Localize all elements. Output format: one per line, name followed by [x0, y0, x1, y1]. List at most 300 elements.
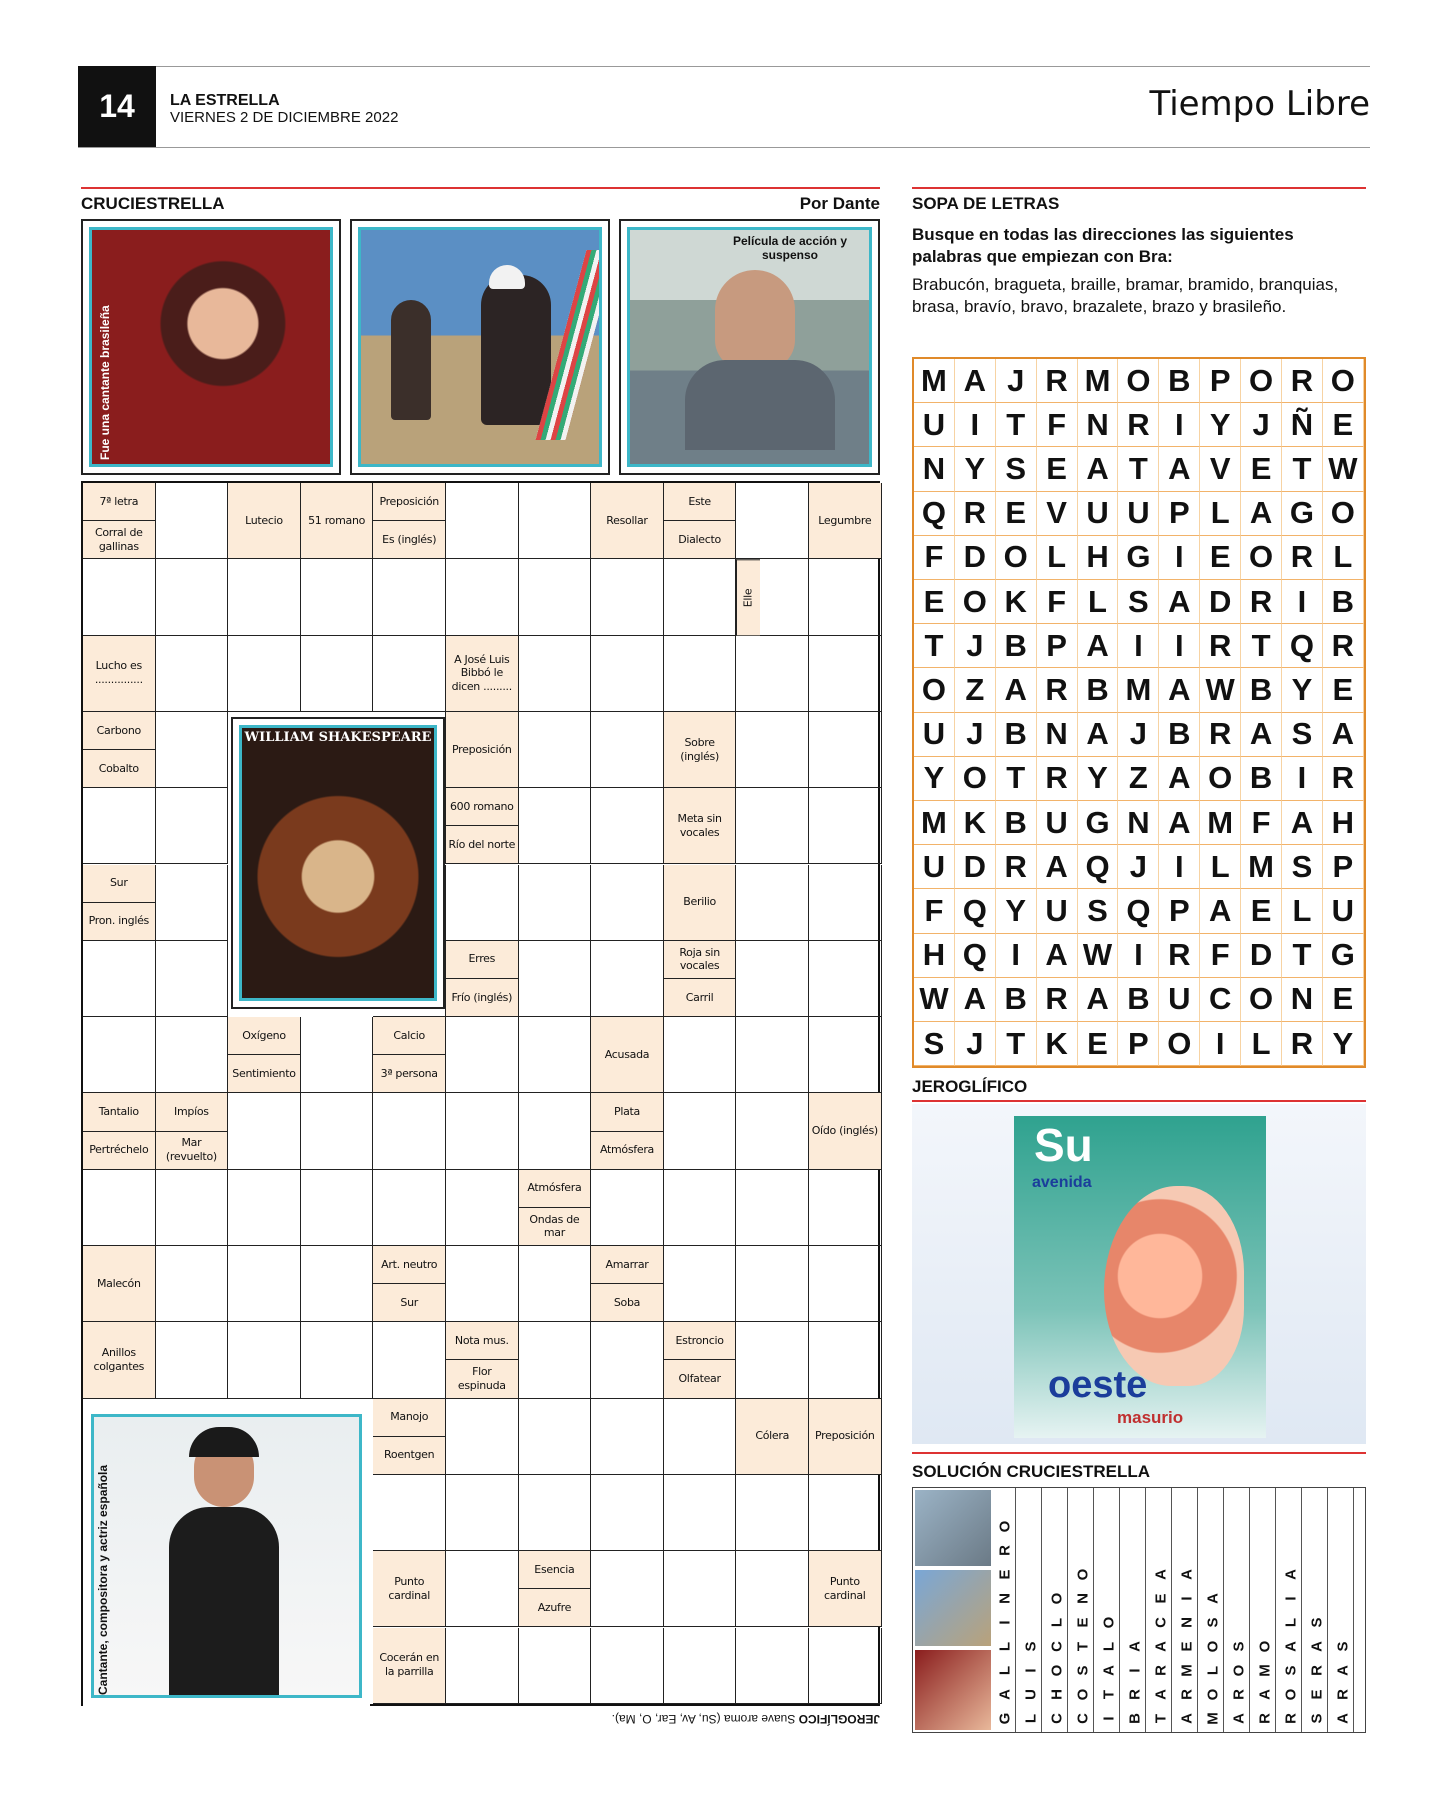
ear-icon [1104, 1186, 1244, 1386]
wordsearch-letter[interactable]: I [1282, 580, 1323, 624]
crossword-cell[interactable] [664, 1399, 737, 1475]
wordsearch-letter[interactable]: Y [914, 757, 955, 801]
crossword-cell[interactable] [809, 1246, 882, 1322]
wordsearch-letter[interactable]: R [1200, 713, 1241, 757]
crossword-cell[interactable] [83, 1017, 156, 1093]
crossword-cell[interactable] [446, 1093, 519, 1169]
wordsearch-letter[interactable]: O [996, 536, 1037, 580]
wordsearch-letter[interactable]: Y [1078, 757, 1119, 801]
wordsearch-letter[interactable]: T [996, 757, 1037, 801]
crossword-cell[interactable] [228, 1246, 301, 1322]
wordsearch-letter[interactable]: N [1118, 801, 1159, 845]
wordsearch-letter[interactable]: O [1159, 1022, 1200, 1066]
wordsearch-letter[interactable]: M [1241, 845, 1282, 889]
crossword-cell[interactable] [519, 865, 592, 941]
solution-letter: A [1230, 1713, 1248, 1724]
solution-letter: A [1178, 1569, 1196, 1580]
solution-column [1021, 1488, 1042, 1732]
solution-letter: A [1204, 1593, 1222, 1604]
wordsearch-letter[interactable]: H [914, 934, 955, 978]
crossword-cell[interactable] [228, 559, 301, 635]
crossword-cell[interactable] [301, 1017, 374, 1093]
wordsearch-letter[interactable]: L [1241, 1022, 1282, 1066]
crossword-cell[interactable] [809, 1628, 882, 1704]
wordsearch-letter[interactable]: A [955, 359, 996, 403]
crossword-cell[interactable] [736, 1093, 809, 1169]
crossword-cell[interactable] [373, 1475, 446, 1551]
crossword-cell[interactable] [591, 559, 664, 635]
wordsearch-letter[interactable]: G [1282, 492, 1323, 536]
wordsearch-letter[interactable]: F [1200, 934, 1241, 978]
crossword-cell[interactable] [736, 1628, 809, 1704]
wordsearch-letter[interactable]: A [1078, 624, 1119, 668]
crossword-cell[interactable] [519, 788, 592, 864]
crossword-cell[interactable] [736, 483, 809, 559]
crossword-cell[interactable] [664, 1170, 737, 1246]
wordsearch-letter[interactable]: I [996, 934, 1037, 978]
crossword-cell[interactable] [519, 483, 592, 559]
crossword-cell[interactable] [301, 1246, 374, 1322]
wordsearch-letter[interactable]: O [955, 757, 996, 801]
wordsearch-letter[interactable]: M [1078, 359, 1119, 403]
crossword-cell[interactable] [156, 788, 229, 864]
wordsearch-letter[interactable]: I [1118, 624, 1159, 668]
crossword-cell[interactable] [446, 483, 519, 559]
wordsearch-letter[interactable]: J [955, 624, 996, 668]
crossword-cell[interactable] [519, 1017, 592, 1093]
wordsearch-letter[interactable]: W [1200, 668, 1241, 712]
crossword-cell[interactable] [519, 559, 592, 635]
wordsearch-letter[interactable]: S [914, 1022, 955, 1066]
wordsearch-letter[interactable]: E [1200, 536, 1241, 580]
wordsearch-letter[interactable]: A [1241, 713, 1282, 757]
wordsearch-letter[interactable]: N [914, 447, 955, 491]
solution-letter: O [1100, 1616, 1118, 1629]
wordsearch-letter[interactable]: P [1159, 889, 1200, 933]
wordsearch-letter[interactable]: F [1037, 403, 1078, 447]
wordsearch-letter[interactable]: J [1118, 845, 1159, 889]
wordsearch-letter[interactable]: T [996, 403, 1037, 447]
wordsearch-letter[interactable]: B [996, 713, 1037, 757]
wordsearch-letter[interactable]: J [955, 713, 996, 757]
wordsearch-letter[interactable]: A [1078, 713, 1119, 757]
wordsearch-letter[interactable]: S [1282, 845, 1323, 889]
wordsearch-letter[interactable]: U [1037, 801, 1078, 845]
wordsearch-letter[interactable]: V [1200, 447, 1241, 491]
wordsearch-letter[interactable]: A [1159, 668, 1200, 712]
wordsearch-letter[interactable]: B [1159, 359, 1200, 403]
crossword-cell[interactable] [591, 1170, 664, 1246]
crossword-cell[interactable] [156, 483, 229, 559]
wordsearch-letter[interactable]: S [1282, 713, 1323, 757]
wordsearch-letter[interactable]: P [1118, 1022, 1159, 1066]
crossword-cell[interactable] [809, 636, 882, 712]
wordsearch-letter[interactable]: J [955, 1022, 996, 1066]
crossword-cell[interactable] [736, 788, 809, 864]
wordsearch-letter[interactable]: Z [955, 668, 996, 712]
wordsearch-letter[interactable]: K [955, 801, 996, 845]
wordsearch-letter[interactable]: M [914, 359, 955, 403]
wordsearch-letter[interactable]: I [1159, 624, 1200, 668]
crossword-cell[interactable] [591, 1551, 664, 1627]
crossword-cell[interactable] [156, 636, 229, 712]
crossword-cell[interactable] [664, 1475, 737, 1551]
wordsearch-letter[interactable]: A [1159, 801, 1200, 845]
crossword-cell[interactable] [83, 1170, 156, 1246]
wordsearch-letter[interactable]: R [1118, 403, 1159, 447]
wordsearch-letter[interactable]: D [955, 536, 996, 580]
solution-letter: R [1256, 1713, 1274, 1724]
wordsearch-letter[interactable]: Y [996, 889, 1037, 933]
crossword-cell[interactable] [809, 788, 882, 864]
wordsearch-letter[interactable]: H [1078, 536, 1119, 580]
crossword-cell[interactable] [446, 1551, 519, 1627]
crossword-cell[interactable] [446, 1399, 519, 1475]
wordsearch-letter[interactable]: O [1241, 978, 1282, 1022]
wordsearch-letter[interactable]: F [914, 536, 955, 580]
solution-letter: S [1022, 1641, 1040, 1652]
wordsearch-letter[interactable]: T [1282, 934, 1323, 978]
wordsearch-letter[interactable]: Q [1282, 624, 1323, 668]
crossword-cell[interactable] [156, 712, 229, 788]
wordsearch-letter[interactable]: E [1323, 403, 1364, 447]
wordsearch-letter[interactable]: O [1118, 359, 1159, 403]
solution-letter: L [1282, 1617, 1300, 1628]
wordsearch-letter[interactable]: G [1078, 801, 1119, 845]
crossword-cell[interactable] [519, 1628, 592, 1704]
wordsearch-letter[interactable]: R [1323, 624, 1364, 668]
crossword-cell[interactable] [446, 1017, 519, 1093]
wordsearch-letter[interactable]: R [1037, 757, 1078, 801]
wordsearch-letter[interactable]: W [1323, 447, 1364, 491]
crossword-cell[interactable] [736, 1475, 809, 1551]
wordsearch-letter[interactable]: V [1037, 492, 1078, 536]
wordsearch-letter[interactable]: R [1282, 536, 1323, 580]
crossword-cell[interactable] [664, 1017, 737, 1093]
crossword-cell[interactable] [809, 559, 882, 635]
crossword-cell[interactable] [591, 788, 664, 864]
wordsearch-letter[interactable]: U [1323, 889, 1364, 933]
crossword-cell[interactable] [373, 559, 446, 635]
wordsearch-letter[interactable]: Y [955, 447, 996, 491]
wordsearch-letter[interactable]: Y [1323, 1022, 1364, 1066]
crossword-cell[interactable] [156, 1017, 229, 1093]
crossword-cell[interactable] [591, 712, 664, 788]
crossword-cell[interactable] [591, 1628, 664, 1704]
wordsearch-letter[interactable]: U [914, 403, 955, 447]
crossword-cell[interactable] [591, 1322, 664, 1398]
wordsearch-letter[interactable]: L [1323, 536, 1364, 580]
crossword-cell[interactable] [156, 559, 229, 635]
solution-letter: O [1048, 1664, 1066, 1677]
wordsearch-letter[interactable]: E [1323, 978, 1364, 1022]
crossword-cell[interactable] [591, 941, 664, 1017]
wordsearch-letter[interactable]: P [1159, 492, 1200, 536]
wordsearch-letter[interactable]: A [1159, 447, 1200, 491]
crossword-cell[interactable] [83, 559, 156, 635]
crossword-cell[interactable] [301, 636, 374, 712]
wordsearch-letter[interactable]: A [1078, 447, 1119, 491]
crossword-cell[interactable] [373, 1170, 446, 1246]
wordsearch-letter[interactable]: I [1159, 845, 1200, 889]
wordsearch-letter[interactable]: U [1118, 492, 1159, 536]
wordsearch-letter[interactable]: R [1241, 580, 1282, 624]
crossword-cell[interactable] [519, 636, 592, 712]
wordsearch-letter[interactable]: M [1118, 668, 1159, 712]
wordsearch-letter[interactable]: E [1323, 668, 1364, 712]
crossword-cell[interactable] [809, 865, 882, 941]
crossword-cell[interactable] [591, 636, 664, 712]
crossword-cell[interactable] [446, 1628, 519, 1704]
crossword-rule [81, 187, 880, 189]
wordsearch-letter[interactable]: E [1241, 447, 1282, 491]
crossword-cell[interactable] [519, 941, 592, 1017]
wordsearch-letter[interactable]: B [1159, 713, 1200, 757]
wordsearch-letter[interactable]: B [1118, 978, 1159, 1022]
crossword-cell[interactable] [519, 1475, 592, 1551]
wordsearch-letter[interactable]: U [914, 713, 955, 757]
crossword-cell[interactable] [736, 1322, 809, 1398]
wordsearch-letter[interactable]: M [914, 801, 955, 845]
wordsearch-letter[interactable]: U [1037, 889, 1078, 933]
crossword-cell[interactable] [228, 636, 301, 712]
wordsearch-letter[interactable]: L [1282, 889, 1323, 933]
wordsearch-letter[interactable]: Y [1200, 403, 1241, 447]
wordsearch-letter[interactable]: R [955, 492, 996, 536]
wordsearch-letter[interactable]: Q [1078, 845, 1119, 889]
crossword-cell[interactable] [301, 1322, 374, 1398]
wordsearch-letter[interactable]: K [996, 580, 1037, 624]
wordsearch-letter[interactable]: R [1282, 1022, 1323, 1066]
wordsearch-letter[interactable]: U [1078, 492, 1119, 536]
wordsearch-letter[interactable]: U [914, 845, 955, 889]
solution-title: SOLUCIÓN CRUCIESTRELLA [912, 1462, 1150, 1481]
wordsearch-letter[interactable]: N [1078, 403, 1119, 447]
crossword-cell[interactable] [446, 1246, 519, 1322]
wordsearch-letter[interactable]: A [1159, 580, 1200, 624]
wordsearch-letter[interactable]: I [1118, 934, 1159, 978]
crossword-cell[interactable] [809, 1017, 882, 1093]
wordsearch-letter[interactable]: R [996, 845, 1037, 889]
crossword-cell[interactable] [736, 865, 809, 941]
wordsearch-letter[interactable]: B [1241, 757, 1282, 801]
wordsearch-letter[interactable]: L [1200, 845, 1241, 889]
wordsearch-letter[interactable]: T [1118, 447, 1159, 491]
wordsearch-letter[interactable]: P [1200, 359, 1241, 403]
wordsearch-letter[interactable]: Q [1118, 889, 1159, 933]
crossword-cell[interactable] [591, 1399, 664, 1475]
wordsearch-letter[interactable]: N [1282, 978, 1323, 1022]
wordsearch-letter[interactable]: O [914, 668, 955, 712]
wordsearch-letter[interactable]: O [1241, 536, 1282, 580]
crossword-cell[interactable] [156, 1170, 229, 1246]
wordsearch-letter[interactable]: U [1159, 978, 1200, 1022]
crossword-cell[interactable] [664, 1246, 737, 1322]
wordsearch-letter[interactable]: B [1078, 668, 1119, 712]
crossword-cell[interactable] [519, 1246, 592, 1322]
crossword-cell[interactable] [664, 636, 737, 712]
wordsearch-letter[interactable]: W [914, 978, 955, 1022]
wordsearch-letter[interactable]: C [1200, 978, 1241, 1022]
wordsearch-letter[interactable]: D [955, 845, 996, 889]
crossword-cell[interactable] [446, 559, 519, 635]
wordsearch-letter[interactable]: A [1037, 934, 1078, 978]
solution-letter: A [1334, 1665, 1352, 1676]
wordsearch-letter[interactable]: R [1282, 359, 1323, 403]
wordsearch-letter[interactable]: W [1078, 934, 1119, 978]
crossword-cell[interactable] [591, 865, 664, 941]
crossword-cell[interactable] [519, 1322, 592, 1398]
wordsearch-letter[interactable]: Y [1282, 668, 1323, 712]
wordsearch-letter[interactable]: R [1037, 978, 1078, 1022]
wordsearch-letter[interactable]: G [1118, 536, 1159, 580]
wordsearch-letter[interactable]: F [1241, 801, 1282, 845]
wordsearch-letter[interactable]: R [1323, 757, 1364, 801]
crossword-cell[interactable] [446, 1170, 519, 1246]
wordsearch-letter[interactable]: I [1200, 1022, 1241, 1066]
solution-letter: A [1152, 1689, 1170, 1700]
wordsearch-letter[interactable]: P [1323, 845, 1364, 889]
wordsearch-letter[interactable]: R [1037, 359, 1078, 403]
crossword-cell[interactable] [591, 1475, 664, 1551]
crossword-cell[interactable] [301, 1093, 374, 1169]
wordsearch-letter[interactable]: Z [1118, 757, 1159, 801]
wordsearch-letter[interactable]: E [1241, 889, 1282, 933]
wordsearch-letter[interactable]: K [1037, 1022, 1078, 1066]
wordsearch-letter[interactable]: Q [955, 934, 996, 978]
crossword-cell[interactable] [664, 1551, 737, 1627]
wordsearch-letter[interactable]: E [1078, 1022, 1119, 1066]
crossword-cell[interactable] [809, 941, 882, 1017]
crossword-cell[interactable] [83, 788, 156, 864]
crossword-cell[interactable] [519, 1399, 592, 1475]
wordsearch-letter[interactable]: F [1037, 580, 1078, 624]
crossword-cell[interactable] [156, 1322, 229, 1398]
crossword-cell[interactable] [809, 1170, 882, 1246]
wordsearch-letter[interactable]: T [996, 1022, 1037, 1066]
crossword-cell[interactable] [228, 1170, 301, 1246]
wordsearch-letter[interactable]: L [1078, 580, 1119, 624]
crossword-cell[interactable] [301, 1170, 374, 1246]
crossword-cell[interactable] [301, 559, 374, 635]
wordsearch-letter[interactable]: D [1241, 934, 1282, 978]
wordsearch-letter[interactable]: O [1241, 359, 1282, 403]
crossword-cell[interactable] [664, 559, 737, 635]
wordsearch-letter[interactable]: J [1118, 713, 1159, 757]
wordsearch-letter[interactable]: D [1200, 580, 1241, 624]
wordsearch-letter[interactable]: T [1282, 447, 1323, 491]
wordsearch-letter[interactable]: A [1200, 889, 1241, 933]
wordsearch-letter[interactable]: L [1037, 536, 1078, 580]
wordsearch-letter[interactable]: F [914, 889, 955, 933]
crossword-cell[interactable] [664, 1093, 737, 1169]
wordsearch-letter[interactable]: A [1323, 713, 1364, 757]
crossword-cell[interactable] [736, 1170, 809, 1246]
wordsearch-letter[interactable]: I [1159, 403, 1200, 447]
wordsearch-letter[interactable]: J [996, 359, 1037, 403]
crossword-cell[interactable] [156, 941, 229, 1017]
crossword-cell[interactable] [736, 1246, 809, 1322]
wordsearch-letter[interactable]: S [996, 447, 1037, 491]
wordsearch-letter[interactable]: A [1241, 492, 1282, 536]
crossword-cell[interactable] [664, 1628, 737, 1704]
crossword-cell[interactable] [736, 712, 809, 788]
wordsearch-letter[interactable]: I [1159, 536, 1200, 580]
crossword-cell[interactable] [519, 1093, 592, 1169]
wordsearch-letter[interactable]: A [955, 978, 996, 1022]
wordsearch-letter[interactable]: B [996, 978, 1037, 1022]
crossword-cell[interactable] [373, 1322, 446, 1398]
wordsearch-letter[interactable]: E [996, 492, 1037, 536]
wordsearch-letter[interactable]: B [996, 624, 1037, 668]
wordsearch-letter[interactable]: A [996, 668, 1037, 712]
crossword-cell[interactable] [83, 941, 156, 1017]
wordsearch-letter[interactable]: R [1037, 668, 1078, 712]
crossword-cell[interactable] [446, 1475, 519, 1551]
wordsearch-letter[interactable]: E [914, 580, 955, 624]
crossword-cell[interactable] [519, 712, 592, 788]
wordsearch-letter[interactable]: I [955, 403, 996, 447]
wordsearch-letter[interactable]: B [1323, 580, 1364, 624]
wordsearch-letter[interactable]: I [1282, 757, 1323, 801]
crossword-cell[interactable] [736, 636, 809, 712]
crossword-cell[interactable] [373, 636, 446, 712]
solution-letter: A [1256, 1689, 1274, 1700]
crossword-cell[interactable] [373, 1093, 446, 1169]
wordsearch-letter[interactable]: H [1323, 801, 1364, 845]
crossword-cell[interactable] [156, 1246, 229, 1322]
wordsearch-letter[interactable]: A [1037, 845, 1078, 889]
wordsearch-letter[interactable]: S [1118, 580, 1159, 624]
wordsearch-letter[interactable]: R [1159, 934, 1200, 978]
wordsearch-letter[interactable]: Ñ [1282, 403, 1323, 447]
wordsearch-letter[interactable]: E [1037, 447, 1078, 491]
wordsearch-letter[interactable]: T [1241, 624, 1282, 668]
crossword-cell[interactable] [228, 1322, 301, 1398]
wordsearch-letter[interactable]: O [955, 580, 996, 624]
wordsearch-letter[interactable]: L [1200, 492, 1241, 536]
wordsearch-letter[interactable]: G [1323, 934, 1364, 978]
crossword-cell[interactable] [446, 865, 519, 941]
wordsearch-letter[interactable]: A [1159, 757, 1200, 801]
wordsearch-letter[interactable]: N [1037, 713, 1078, 757]
crossword-cell[interactable] [736, 1551, 809, 1627]
crossword-cell[interactable] [809, 712, 882, 788]
wordsearch-letter[interactable]: T [914, 624, 955, 668]
crossword-cell[interactable] [736, 1017, 809, 1093]
wordsearch-letter[interactable]: S [1078, 889, 1119, 933]
wordsearch-letter[interactable]: A [1078, 978, 1119, 1022]
wordsearch-letter[interactable]: R [1200, 624, 1241, 668]
wordsearch-letter[interactable]: B [996, 801, 1037, 845]
wordsearch-letter[interactable]: O [1200, 757, 1241, 801]
crossword-cell[interactable] [736, 941, 809, 1017]
wordsearch-letter[interactable]: Q [914, 492, 955, 536]
wordsearch-letter[interactable]: A [1282, 801, 1323, 845]
crossword-cell[interactable] [809, 1322, 882, 1398]
solution-letter: E [996, 1569, 1014, 1580]
wordsearch-letter[interactable]: J [1241, 403, 1282, 447]
wordsearch-letter[interactable]: Q [955, 889, 996, 933]
crossword-cell[interactable] [156, 865, 229, 941]
wordsearch-letter[interactable]: M [1200, 801, 1241, 845]
crossword-cell[interactable] [809, 1475, 882, 1551]
wordsearch-letter[interactable]: O [1323, 492, 1364, 536]
wordsearch-letter[interactable]: O [1323, 359, 1364, 403]
wordsearch-letter[interactable]: P [1037, 624, 1078, 668]
wordsearch-letter[interactable]: B [1241, 668, 1282, 712]
crossword-cell[interactable] [228, 1093, 301, 1169]
